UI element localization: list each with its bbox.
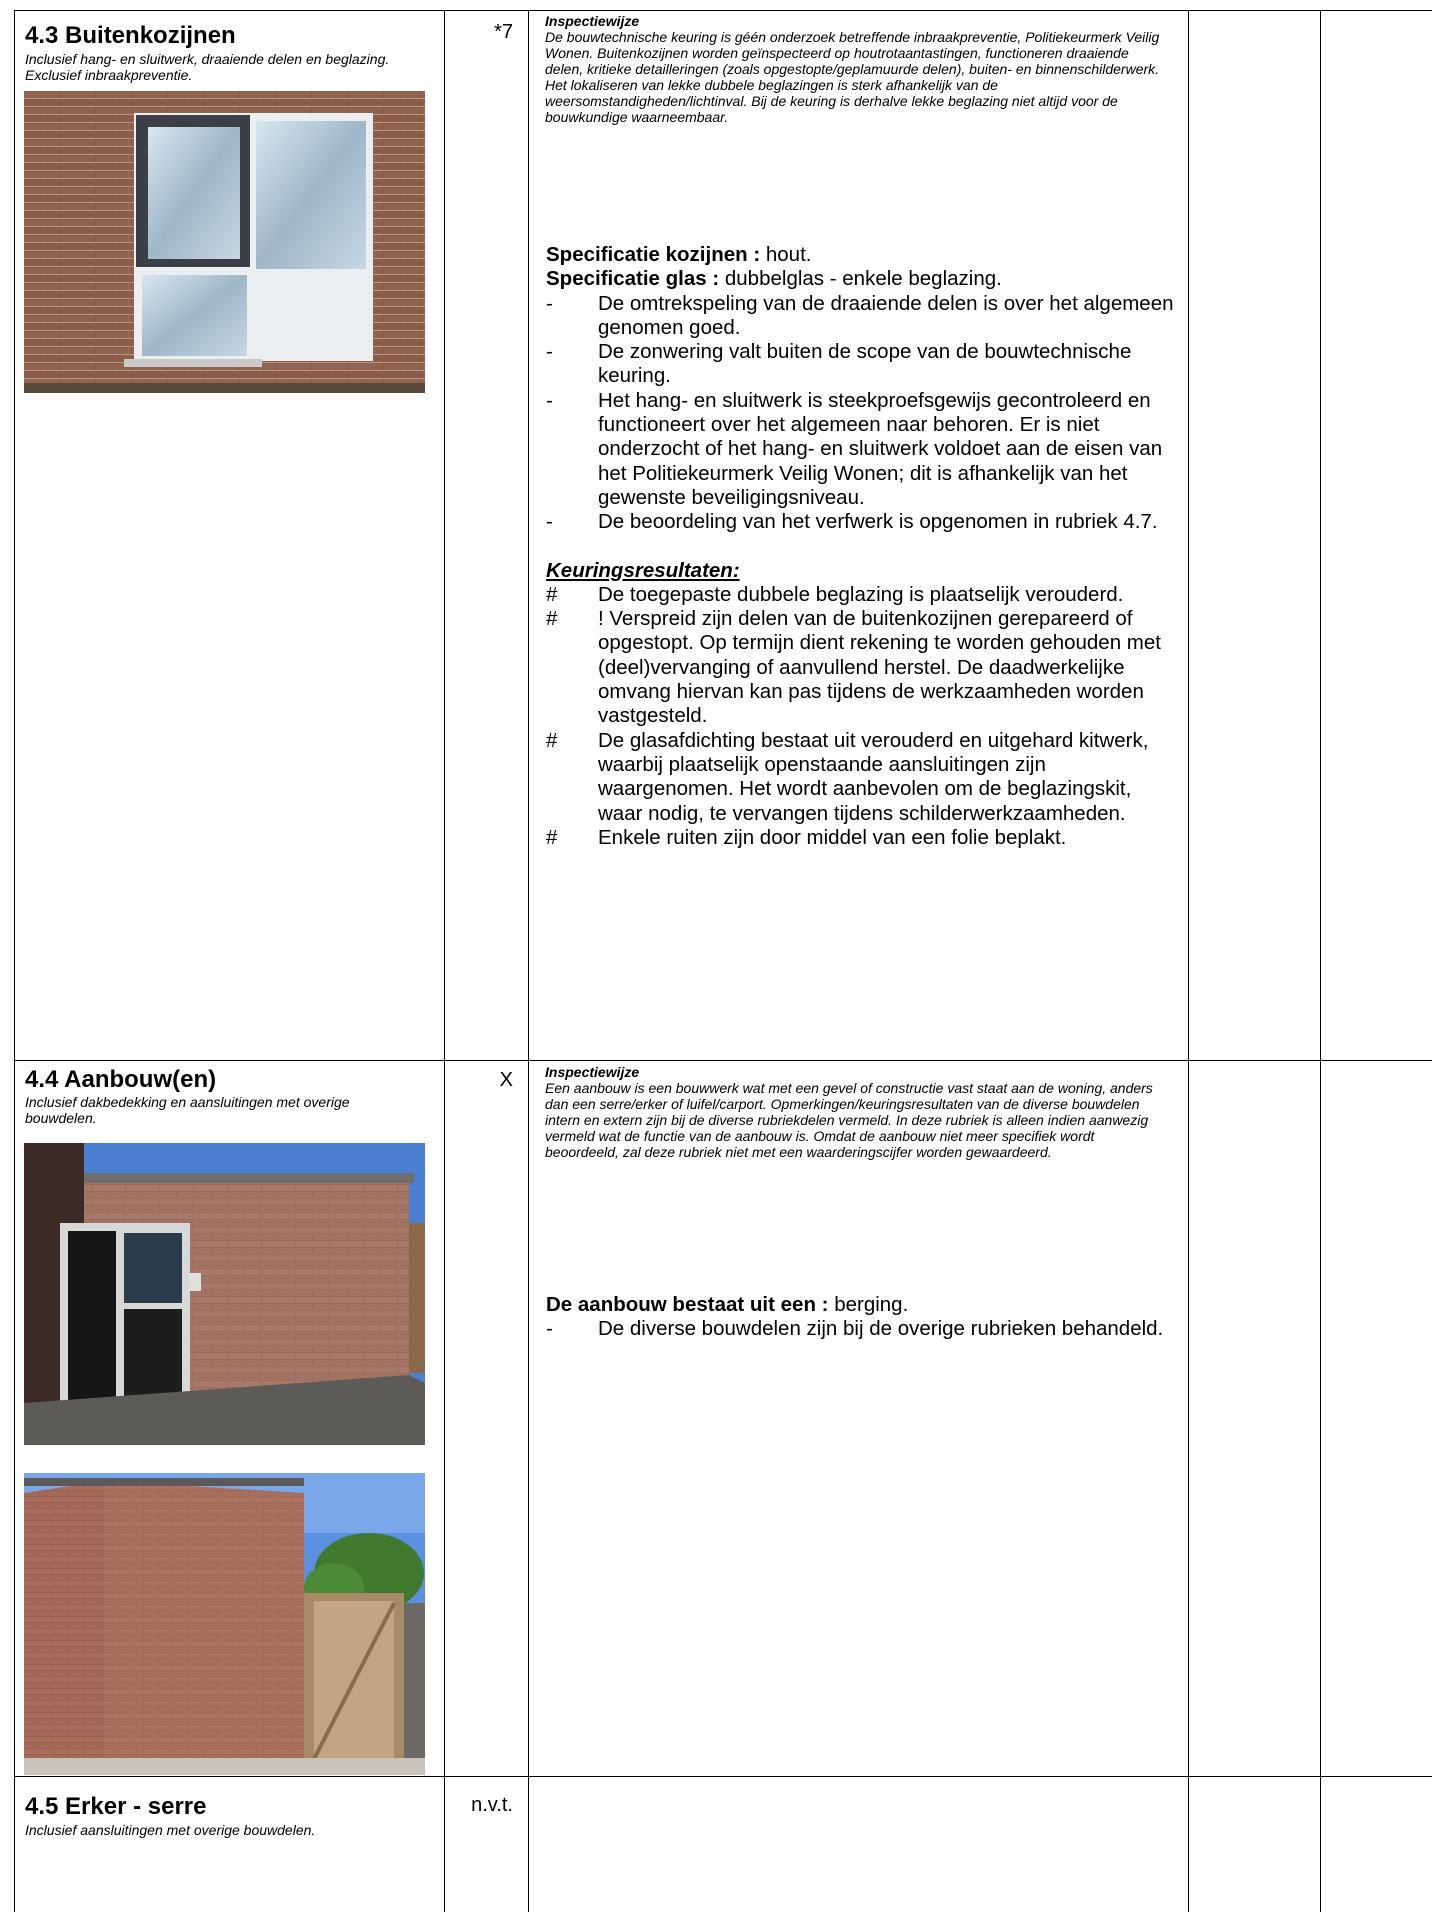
inspection-block	[545, 1064, 1170, 1160]
extension-door-photo	[24, 1143, 425, 1445]
inspection-text: De bouwtechnische keuring is géén onderzoek betreffende inbraakpreventie, Politiekeurmerk Veilig Wonen. Buitenkozijnen worden geïnspecteerd op houtrotaantastingen, functioneren draaiende delen, kritieke detailleringen (zoals opgestopte/geplamuurde delen), buiten- en binnenschilderwerk. Het lokaliseren van lekke dubbele beglazingen is sterk afhankelijk van de weersomstandigheden/lichtinval. Bij de keuring is derhalve lekke beglazing niet altijd voor de bouwkundige waarneembaar.	[545, 29, 1160, 125]
extension-gate-photo	[24, 1473, 425, 1775]
inspection-heading: Inspectiewijze	[545, 1064, 640, 1080]
column-divider-extra-2	[1320, 10, 1321, 1912]
table-top-border	[14, 10, 1432, 11]
section-subtitle: Inclusief aansluitingen met overige bouwdelen.	[25, 1822, 316, 1838]
result-item: # De toegepaste dubbele beglazing is plaatselijk verouderd.	[546, 582, 1124, 606]
spec-line-glas: Specificatie glas : dubbelglas - enkele beglazing.	[546, 267, 1002, 291]
column-divider-description	[528, 10, 529, 1912]
list-item: - De omtrekspeling van de draaiende delen is over het algemeen genomen goed.	[546, 291, 1174, 339]
row-divider-4-4	[14, 1060, 1432, 1061]
inspection-heading: Inspectiewijze	[545, 13, 640, 29]
table-left-border	[14, 10, 15, 1912]
section-title: 4.3 Buitenkozijnen	[25, 22, 236, 49]
specification-block	[546, 243, 1176, 850]
specification-block	[546, 1293, 1176, 1342]
section-score: *7	[494, 21, 513, 43]
results-heading: Keuringsresultaten:	[546, 558, 740, 582]
spec-line-kozijnen: Specificatie kozijnen : hout.	[546, 243, 812, 266]
list-item: - Het hang- en sluitwerk is steekproefsgewijs gecontroleerd en functioneert over het algemeen naar behoren. Er is niet onderzocht of het hang- en sluitwerk voldoet aan de eisen van het Politiekeurmerk Veilig Wonen; dit is afhankelijk van het gewenste beveiligingsniveau.	[546, 388, 1163, 509]
section-score: n.v.t.	[471, 1794, 513, 1816]
column-divider-score	[444, 10, 445, 1912]
spec-line-aanbouw: De aanbouw bestaat uit een : berging.	[546, 1293, 909, 1316]
row-divider-4-5	[14, 1776, 1432, 1777]
inspection-text: Een aanbouw is een bouwwerk wat met een gevel of constructie vast staat aan de woning, anders dan een serre/erker of luifel/carport. Opmerkingen/keuringsresultaten van de diverse bouwdelen intern en extern zijn bij de diverse rubriekdelen vermeld. In deze rubriek is alleen indien aanwezig vermeld wat de functie van de aanbouw is. Omdat de aanbouw niet meer specifiek wordt beoordeeld, zal deze rubriek niet met een waarderingscijfer worden gewaardeerd.	[545, 1080, 1153, 1160]
list-item: - De zonwering valt buiten de scope van de bouwtechnische keuring.	[546, 340, 1132, 388]
result-item: # ! Verspreid zijn delen van de buitenkozijnen gerepareerd of opgestopt. Op termijn dient rekening te worden gehouden met (deel)vervanging of aanvullend herstel. De daadwerkelijke omvang hiervan kan pas tijdens de werkzaamheden worden vastgesteld.	[546, 607, 1161, 728]
section-title: 4.5 Erker - serre	[25, 1793, 207, 1820]
list-item: - De diverse bouwdelen zijn bij de overige rubrieken behandeld.	[546, 1317, 1164, 1341]
inspection-block	[545, 13, 1170, 125]
section-subtitle: Inclusief dakbedekking en aansluitingen met overige bouwdelen.	[25, 1094, 350, 1126]
section-title: 4.4 Aanbouw(en)	[25, 1066, 217, 1093]
column-divider-extra-1	[1188, 10, 1189, 1912]
result-item: # Enkele ruiten zijn door middel van een folie beplakt.	[546, 825, 1067, 849]
section-score: X	[499, 1069, 513, 1091]
window-photo	[24, 91, 425, 393]
result-item: # De glasafdichting bestaat uit verouderd en uitgehard kitwerk, waarbij plaatselijk openstaande aansluitingen zijn waargenomen. Het wordt aanbevolen om de beglazingskit, waar nodig, te vervangen tijdens schilderwerkzaamheden.	[546, 728, 1149, 825]
list-item: - De beoordeling van het verfwerk is opgenomen in rubriek 4.7.	[546, 510, 1158, 534]
section-subtitle: Inclusief hang- en sluitwerk, draaiende delen en beglazing. Exclusief inbraakpreventie.	[25, 51, 390, 83]
